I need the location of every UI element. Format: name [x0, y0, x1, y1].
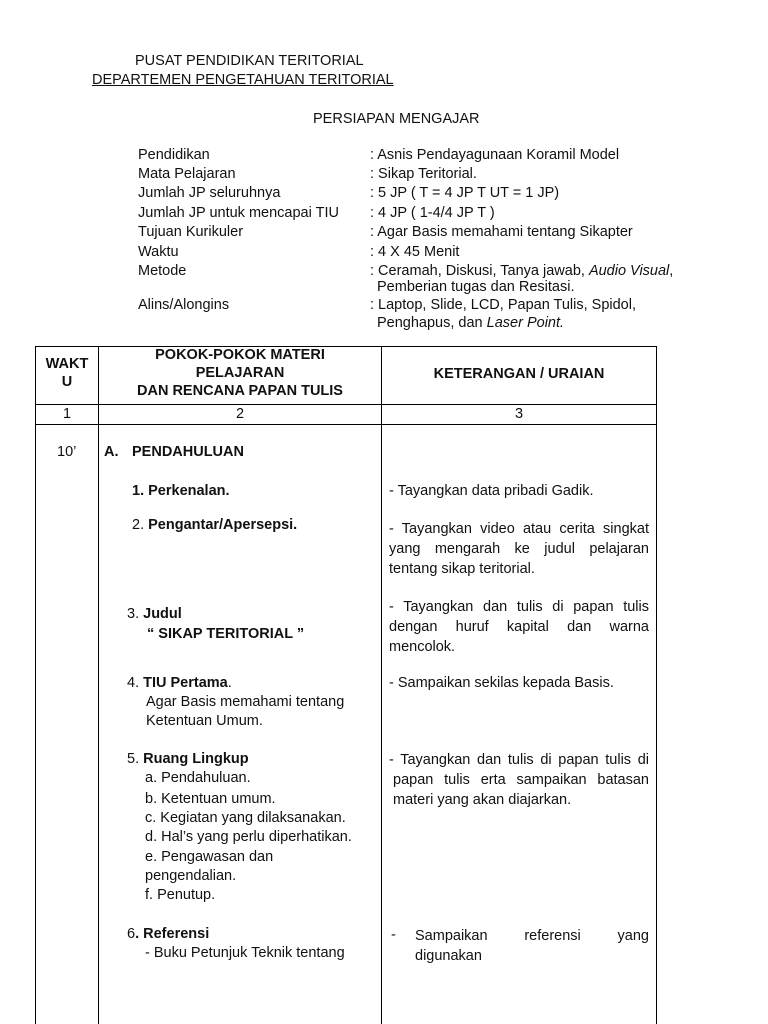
item-tiu-line-2: Ketentuan Umum. [146, 713, 263, 729]
info-value: : 5 JP ( T = 4 JP T UT = 1 JP) [370, 185, 560, 201]
table-divider-1 [98, 346, 99, 1024]
info-label: Waktu [138, 244, 179, 260]
sub-item: pengendalian. [145, 868, 237, 884]
sub-item: d. Hal’s yang perlu diperhatikan. [145, 829, 352, 845]
info-label: Jumlah JP untuk mencapai TIU [138, 205, 339, 221]
info-value: : 4 X 45 Menit [370, 244, 460, 260]
sub-item: c. Kegiatan yang dilaksanakan. [145, 810, 346, 826]
column-number-2: 2 [235, 406, 245, 422]
info-value: : Laptop, Slide, LCD, Papan Tulis, Spidol, [370, 297, 636, 313]
info-value: : Sikap Teritorial. [370, 166, 477, 182]
remark-referensi: Sampaikan referensi yang digunakan [415, 928, 649, 964]
info-label: Jumlah JP seluruhnya [138, 185, 281, 201]
item-pengantar: 2. Pengantar/Apersepsi. [132, 517, 298, 533]
remark-referensi-dash: - [391, 927, 396, 943]
info-label: Alins/Alongins [138, 297, 230, 313]
info-value: : Ceramah, Diskusi, Tanya jawab, Audio Visual, [370, 263, 674, 279]
info-value: : 4 JP ( 1-4/4 JP T ) [370, 205, 495, 221]
remark-pengantar: - Tayangkan video atau cerita singkat yang mengarah ke judul pelajaran tentang sikap teritorial. [389, 521, 649, 577]
item-judul: 3. Judul [127, 606, 182, 622]
info-label: Metode [138, 263, 187, 279]
info-value: Penghapus, dan Laser Point. [377, 315, 565, 331]
table-border-left [35, 346, 36, 1024]
sub-item: a. Pendahuluan. [145, 770, 251, 786]
remark-ruang-lingkup: - Tayangkan dan tulis di papan tulis di papan tulis erta sampaikan batasan materi yang akan diajarkan. [389, 752, 649, 808]
item-perkenalan: 1. Perkenalan. [132, 483, 230, 499]
section-letter: A. [104, 444, 119, 460]
item-ruang-lingkup: 5. Ruang Lingkup [127, 751, 249, 767]
column-number-1: 1 [62, 406, 72, 422]
document-title: PERSIAPAN MENGAJAR [313, 111, 480, 127]
info-label: Pendidikan [138, 147, 210, 163]
section-title: PENDAHULUAN [132, 444, 244, 460]
item-judul-text: “ SIKAP TERITORIAL ” [147, 626, 305, 642]
remark-tiu: - Sampaikan sekilas kepada Basis. [389, 675, 614, 691]
info-label: Tujuan Kurikuler [138, 224, 244, 240]
sub-item: f. Penutup. [145, 887, 216, 903]
time-value: 10’ [57, 444, 77, 460]
info-value: Pemberian tugas dan Resitasi. [377, 279, 575, 295]
header-keterangan: KETERANGAN / URAIAN [433, 366, 605, 382]
header-waktu: WAKT U [45, 356, 89, 390]
item-tiu: 4. TIU Pertama. [127, 675, 232, 691]
table-border-right [656, 346, 657, 1024]
info-value: : Asnis Pendayagunaan Koramil Model [370, 147, 620, 163]
column-number-3: 3 [514, 406, 524, 422]
item-referensi-line-1: - Buku Petunjuk Teknik tentang [145, 945, 345, 961]
remark-perkenalan: - Tayangkan data pribadi Gadik. [389, 483, 594, 499]
table-border-number-row-bottom [35, 424, 657, 425]
item-tiu-line-1: Agar Basis memahami tentang [146, 694, 345, 710]
header-line-2: DEPARTEMEN PENGETAHUAN TERITORIAL [92, 72, 394, 88]
header-pokok-materi: POKOK-POKOK MATERI PELAJARAN DAN RENCANA PAPAN TULIS [137, 347, 343, 399]
info-value: : Agar Basis memahami tentang Sikapter [370, 224, 633, 240]
item-referensi: 6. Referensi [127, 926, 210, 942]
remark-judul: - Tayangkan dan tulis di papan tulis dengan huruf kapital dan warna mencolok. [389, 599, 649, 655]
sub-item: b. Ketentuan umum. [145, 791, 276, 807]
sub-item: e. Pengawasan dan [145, 849, 274, 865]
info-label: Mata Pelajaran [138, 166, 236, 182]
header-line-1: PUSAT PENDIDIKAN TERITORIAL [135, 53, 364, 69]
table-divider-2 [381, 346, 382, 1024]
